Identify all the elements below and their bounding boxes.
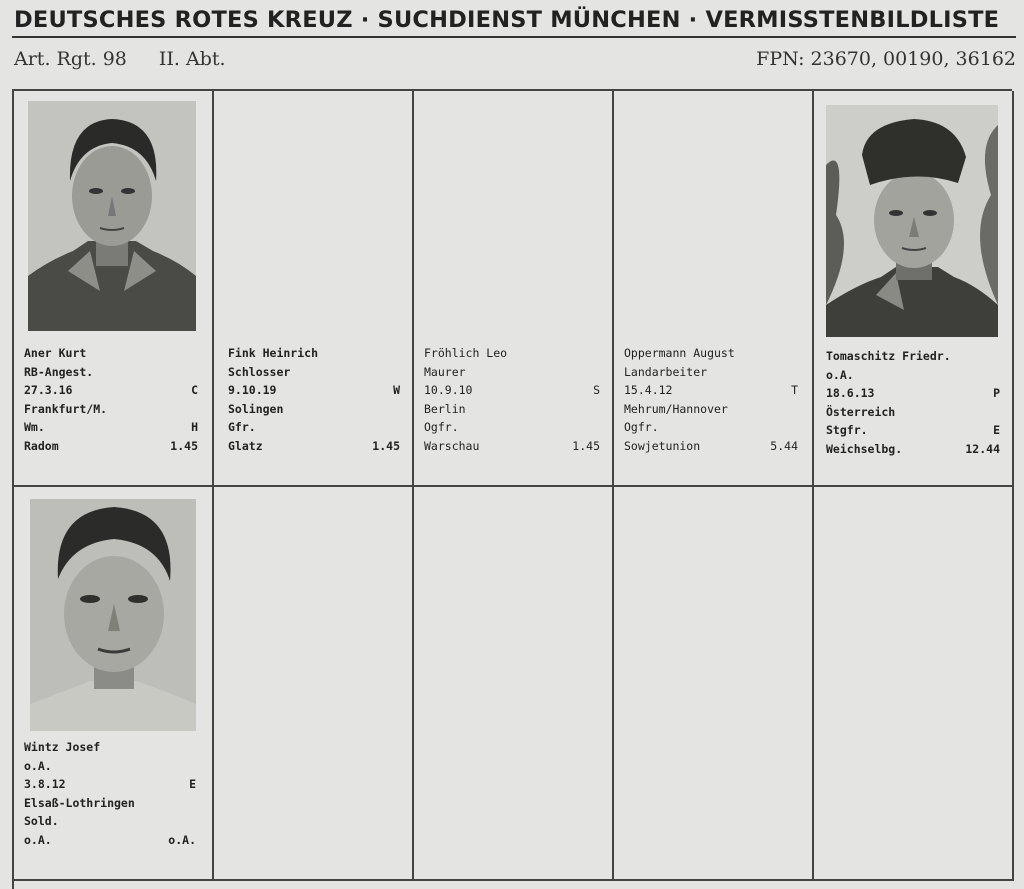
entry-details: [228, 344, 400, 456]
entry-last-seen: Radom 1.45: [24, 438, 198, 453]
entry-hometown: Solingen: [228, 401, 284, 416]
unit-line: [14, 48, 226, 70]
entry-name: Aner Kurt: [24, 346, 87, 360]
entry-card-fink: [214, 91, 414, 487]
entry-birth: 9.10.19 W: [228, 383, 400, 398]
entry-rank: Ogfr.: [624, 420, 659, 435]
entry-name: Wintz Josef: [24, 740, 101, 754]
entry-rank: Gfr.: [228, 420, 256, 435]
entry-name: Fröhlich Leo: [424, 346, 508, 360]
entry-card-oppermann: [614, 91, 814, 487]
entry-hometown: Elsaß-Lothringen: [24, 795, 135, 810]
entry-occupation: RB-Angest.: [24, 364, 94, 379]
entry-birth: 27.3.16 C: [24, 383, 198, 398]
empty-card: [214, 487, 414, 881]
entry-rank: Stgfr. E: [826, 423, 1000, 438]
entry-name: Oppermann August: [624, 346, 735, 360]
empty-card: [814, 487, 1014, 881]
entry-rank: Sold.: [24, 814, 59, 829]
empty-card: [614, 487, 814, 881]
empty-card: [414, 487, 614, 881]
entry-occupation: Landarbeiter: [624, 364, 708, 379]
entry-last-seen: o.A. o.A.: [24, 832, 196, 847]
division-label: II. Abt.: [158, 48, 226, 70]
entry-rank: Wm. H: [24, 420, 198, 435]
entry-occupation: o.A.: [826, 367, 854, 382]
portrait-photo: [826, 105, 998, 337]
entry-birth: 18.6.13 P: [826, 386, 1000, 401]
entry-details: [424, 344, 600, 456]
entry-birth: 15.4.12 T: [624, 383, 798, 398]
entry-rank: Ogfr.: [424, 420, 459, 435]
entry-last-seen: Sowjetunion 5.44: [624, 438, 798, 453]
unit-label: Art. Rgt. 98: [14, 48, 127, 70]
portrait-photo: [30, 499, 196, 731]
missing-persons-grid: [12, 89, 1012, 889]
entry-details: [24, 738, 196, 850]
entry-hometown: Berlin: [424, 401, 466, 416]
entry-details: [826, 347, 1000, 459]
entry-birth: 3.8.12 E: [24, 777, 196, 792]
entry-last-seen: Weichselbg. 12.44: [826, 441, 1000, 456]
entry-occupation: Schlosser: [228, 364, 291, 379]
fpn-label: FPN: 23670, 00190, 36162: [756, 48, 1016, 70]
entry-name: Fink Heinrich: [228, 346, 319, 360]
entry-details: [24, 344, 198, 456]
entry-occupation: o.A.: [24, 758, 52, 773]
entry-card-froehlich: [414, 91, 614, 487]
entry-card-tomaschitz: [814, 91, 1014, 487]
entry-occupation: Maurer: [424, 364, 466, 379]
entry-card-aner: [14, 91, 214, 487]
entry-last-seen: Warschau 1.45: [424, 438, 600, 453]
entry-hometown: Österreich: [826, 404, 896, 419]
entry-birth: 10.9.10 S: [424, 383, 600, 398]
entry-details: [624, 344, 798, 456]
entry-hometown: Frankfurt/M.: [24, 401, 108, 416]
entry-hometown: Mehrum/Hannover: [624, 401, 728, 416]
portrait-photo: [28, 101, 196, 331]
entry-name: Tomaschitz Friedr.: [826, 349, 951, 363]
header-rule: [12, 36, 1016, 38]
entry-card-wintz: [14, 487, 214, 881]
entry-last-seen: Glatz 1.45: [228, 438, 400, 453]
page-title: DEUTSCHES ROTES KREUZ · SUCHDIENST MÜNCHEN · VERMISSTENBILDLISTE: [14, 7, 1000, 33]
